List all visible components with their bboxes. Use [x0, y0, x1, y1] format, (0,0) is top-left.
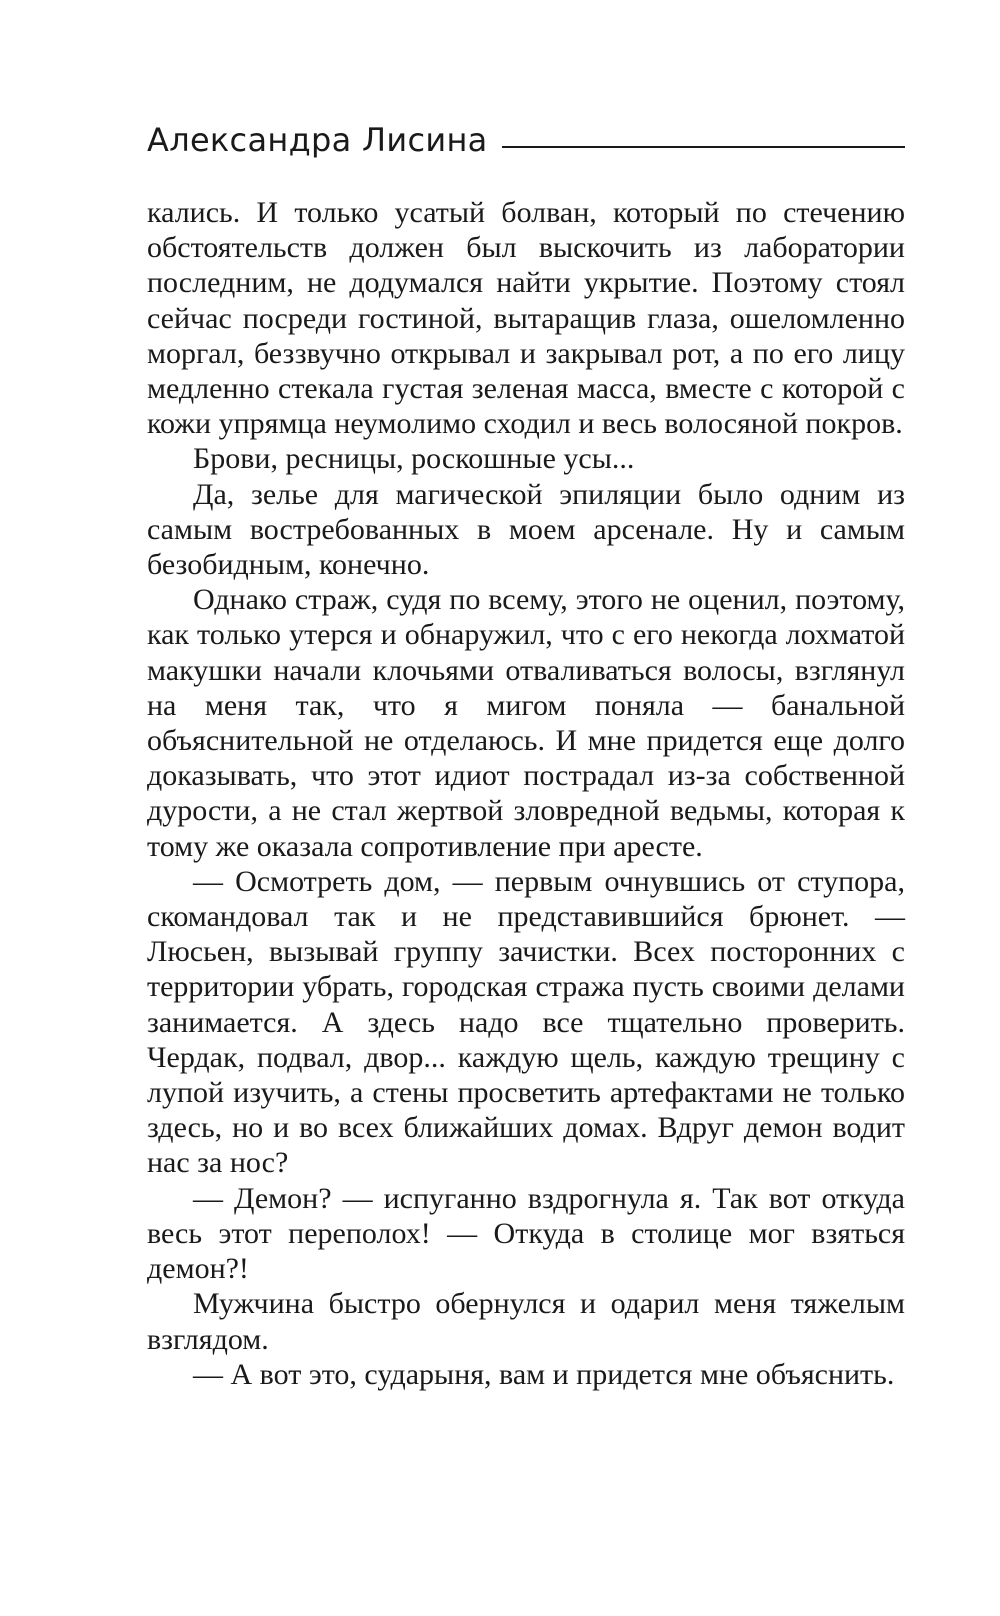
paragraph: Мужчина быстро обернулся и одарил меня тяжелым взглядом.	[147, 1287, 905, 1356]
paragraph: Брови, ресницы, роскошные усы...	[193, 442, 635, 476]
author-name: Александра Лисина	[147, 121, 488, 159]
running-header	[147, 118, 905, 162]
body-text	[147, 195, 905, 1392]
paragraph: кались. И только усатый болван, который по стечению обстоятельств должен был выскочить из лаборатории последним, не додумался найти укрытие. Поэтому стоял сейчас посреди гостиной, вытаращив глаза, ошеломленно моргал, беззвучно открывал и закрывал рот, а по его лицу медленно стекала густая зеленая масса, вместе с которой с кожи упрямца неумолимо сходил и весь волосяной покров.	[147, 196, 905, 441]
dialogue-paragraph: — Осмотреть дом, — первым очнувшись от ступора, скомандовал так и не представившийся брюнет. — Люсьен, вызывай группу зачистки. Всех посторонних с территории убрать, городская стража пусть своими делами занимается. А здесь надо все тщательно проверить. Чердак, подвал, двор... каждую щель, каждую трещину с лупой изучить, а стены просветить артефактами не только здесь, но и во всех ближайших домах. Вдруг демон водит нас за нос?	[147, 864, 905, 1180]
dialogue-paragraph: — А вот это, сударыня, вам и придется мне объяснить.	[193, 1357, 895, 1391]
paragraph: Да, зелье для магической эпиляции было одним из самым востребованных в моем арсенале. Ну и самым безобидным, конечно.	[147, 477, 905, 582]
header-rule	[502, 146, 905, 148]
paragraph: Однако страж, судя по всему, этого не оценил, поэтому, как только утерся и обнаружил, что с его некогда лохматой макушки начали клочьями отваливаться волосы, взглянул на меня так, что я мигом поняла — банальной объяснительной не отделаюсь. И мне придется еще долго доказывать, что этот идиот пострадал из-за собственной дурости, а не стал жертвой зловредной ведьмы, которая к тому же оказала сопротивление при аресте.	[147, 583, 905, 863]
dialogue-paragraph: — Демон? — испуганно вздрогнула я. Так вот откуда весь этот переполох! — Откуда в столице мог взяться демон?!	[147, 1181, 905, 1286]
